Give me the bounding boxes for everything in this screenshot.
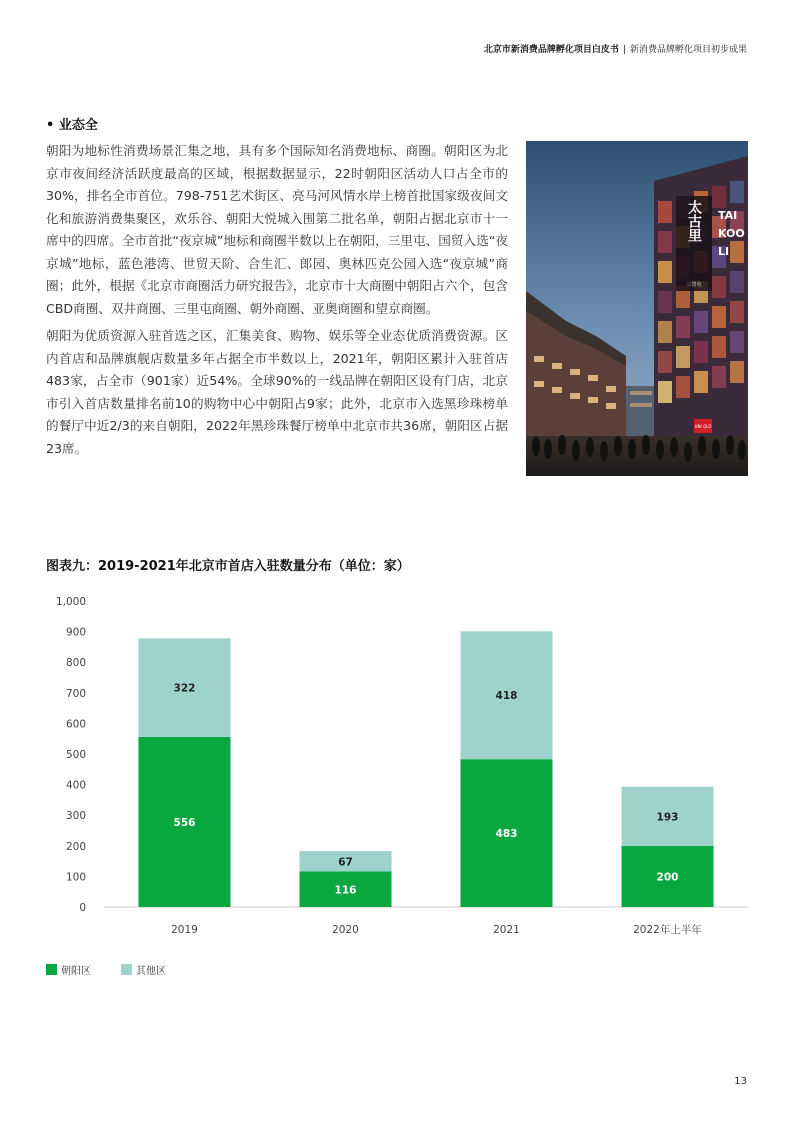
taikoo-li-photo: [526, 141, 748, 476]
y-tick-label: 0: [79, 902, 86, 914]
data-label: 116: [334, 884, 357, 897]
data-label: 193: [656, 811, 679, 824]
page-header: [484, 42, 747, 55]
chart-legend: [46, 962, 166, 977]
page-number: 13: [734, 1076, 747, 1087]
y-tick-label: 400: [65, 779, 86, 792]
photo-sign-cn: 太古里: [686, 200, 702, 242]
data-label: 67: [338, 856, 353, 869]
photo-store-sign: UNI QLO: [694, 424, 712, 429]
legend-item-other: [121, 962, 166, 977]
y-tick-label: 800: [65, 657, 86, 670]
data-label: 200: [656, 871, 679, 884]
legend-swatch-other: [121, 964, 132, 975]
y-tick-label: 500: [65, 749, 86, 761]
stacked-bar-chart: [0, 585, 793, 950]
body-text: [46, 140, 508, 465]
y-tick-label: 300: [65, 810, 86, 823]
x-tick-label: 2019: [171, 924, 198, 936]
legend-label-chaoyang: 朝阳区: [61, 966, 91, 977]
data-label: 322: [173, 682, 196, 695]
legend-item-chaoyang: [46, 962, 91, 977]
header-section-name: 新消费品牌孵化项目初步成果: [629, 45, 747, 55]
photo-sign-en-3: LI: [718, 245, 730, 258]
paragraph-1: 朝阳为地标性消费场景汇集之地，具有多个国际知名消费地标、商圈。朝阳区为北京市夜间经济活跃度最高的区域，根据数据显示，22时朝阳区活动人口占全市的30%，排名全市首位。798-751艺术街区、亮马河风情水岸上榜首批国家级夜间文化和旅游消费集聚区，欢乐谷、朝阳大悦城入围第二批名单，朝阳占据北京市十一席中的四席。全市首批“夜京城”地标和商圈半数以上在朝阳，三里屯、国贸入选“夜京城”地标，蓝色港湾、世贸天阶、合生汇、郎园、奥林匹克公园入选“夜京城”商圈；此外，根据《北京市商圈活力研究报告》，北京市十大商圈中朝阳占六个，包含CBD商圈、双井商圈、三里屯商圈、朝外商圈、亚奥商圈和望京商圈。: [46, 143, 508, 316]
chart-title: 图表九：2019-2021年北京市首店入驻数量分布（单位：家）: [46, 559, 410, 574]
photo-sign-en-1: TAI: [718, 209, 738, 222]
y-tick-label: 900: [65, 626, 86, 639]
data-label: 556: [173, 816, 196, 829]
legend-swatch-chaoyang: [46, 964, 57, 975]
x-tick-label: 2020: [332, 924, 359, 936]
legend-label-other: 其他区: [136, 966, 166, 977]
header-separator: |: [622, 45, 626, 55]
section-title: • 业态全: [46, 118, 98, 133]
y-tick-label: 1,000: [55, 596, 86, 608]
y-tick-label: 700: [65, 687, 86, 700]
y-tick-label: 600: [65, 718, 86, 731]
y-tick-label: 200: [65, 840, 86, 853]
x-tick-label: 2021: [493, 924, 520, 936]
photo-sign-en-2: KOO: [718, 227, 745, 240]
x-tick-label: 2022年上半年: [633, 924, 702, 936]
photo-illustration: [526, 141, 748, 476]
data-label: 418: [495, 690, 518, 703]
header-doc-title: 北京市新消费品牌孵化项目白皮书: [483, 45, 619, 55]
paragraph-2: 朝阳为优质资源入驻首选之区，汇集美食、购物、娱乐等全业态优质消费资源。区内首店和品牌旗舰店数量多年占据全市半数以上，2021年，朝阳区累计入驻首店483家，占全市（901家）近54%。全球90%的一线品牌在朝阳区设有门店，北京市引入首店数量排名前10的购物中心中朝阳占9家；此外，北京市入选黑珍珠榜单的餐厅中近2/3的来自朝阳，2022年黑珍珠餐厅榜单中北京市共36席，朝阳区占据23席。: [46, 328, 508, 456]
photo-sign-small: 三里屯: [686, 282, 702, 288]
data-label: 483: [495, 828, 518, 841]
y-tick-label: 100: [65, 871, 86, 884]
